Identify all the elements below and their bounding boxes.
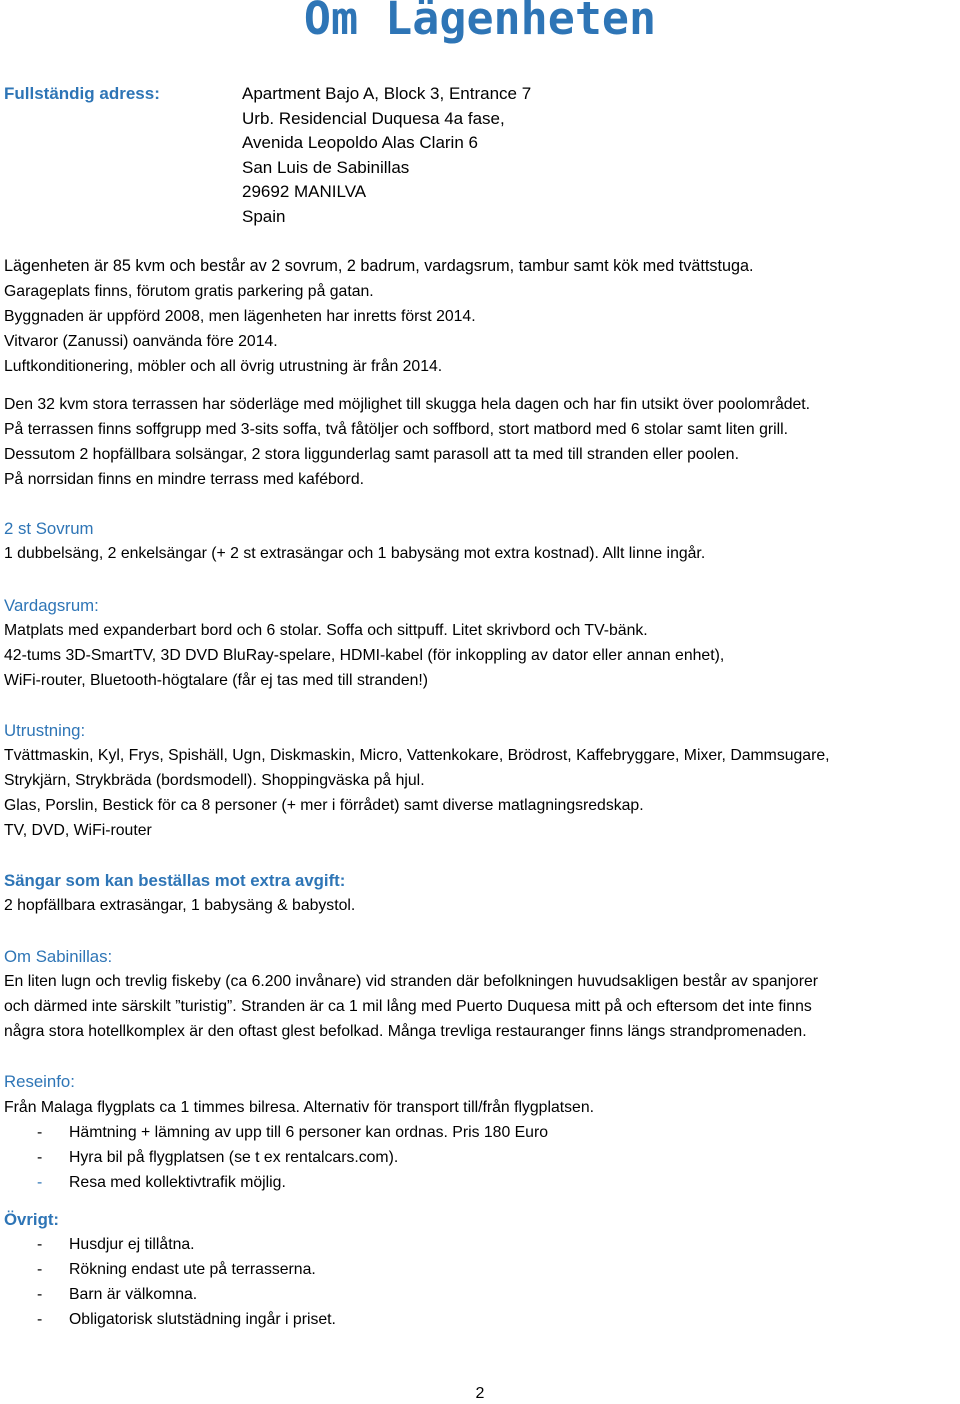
list-item-text: Husdjur ej tillåtna. [69, 1236, 195, 1253]
bedrooms-heading: 2 st Sovrum [4, 519, 94, 538]
equipment-paragraph [4, 743, 830, 843]
list-item-text: Barn är välkomna. [69, 1286, 198, 1303]
terrace-paragraph [4, 392, 810, 492]
dash-marker: - [37, 1261, 43, 1278]
address-line: San Luis de Sabinillas [242, 157, 410, 177]
page-title: Om Lägenheten [303, 0, 657, 45]
dash-marker: - [37, 1149, 43, 1166]
terrace-line: På terrassen finns soffgrupp med 3-sits soffa, två fåtöljer och soffbord, stort matbord med 6 stolar samt liten grill. [4, 421, 789, 438]
terrace-line: Dessutom 2 hopfällbara solsängar, 2 stora liggunderlag samt parasoll att ta med till stranden eller poolen. [4, 446, 739, 463]
intro-line: Byggnaden är uppförd 2008, men lägenheten har inretts först 2014. [4, 308, 476, 325]
equipment-line: Tvättmaskin, Kyl, Frys, Spishäll, Ugn, Diskmaskin, Micro, Vattenkokare, Brödrost, Kaffebryggare, Mixer, Dammsugare, [4, 747, 830, 764]
travel-intro: Från Malaga flygplats ca 1 timmes bilresa. Alternativ för transport till/från flygplatsen. [4, 1099, 594, 1116]
address-line: Urb. Residencial Duquesa 4a fase, [242, 108, 505, 128]
sabinillas-line: några stora hotellkomplex är den oftast glest befolkad. Många trevliga restauranger finns längs strandpromenaden. [4, 1023, 807, 1040]
dash-marker: - [37, 1174, 43, 1191]
dash-marker: - [37, 1311, 43, 1328]
equipment-line: Strykjärn, Strykbräda (bordsmodell). Shoppingväska på hjul. [4, 772, 425, 789]
list-item-text: Hyra bil på flygplatsen (se t ex rentalcars.com). [69, 1149, 399, 1166]
list-item [4, 1257, 336, 1282]
intro-line: Garageplats finns, förutom gratis parkering på gatan. [4, 283, 374, 300]
living-room-line: WiFi-router, Bluetooth-högtalare (får ej tas med till stranden!) [4, 672, 429, 689]
address-block [242, 82, 531, 230]
list-item [4, 1170, 594, 1195]
terrace-line: På norrsidan finns en mindre terrass med kafébord. [4, 471, 364, 488]
list-item [4, 1232, 336, 1257]
list-item [4, 1307, 336, 1332]
list-item-text: Hämtning + lämning av upp till 6 personer kan ordnas. Pris 180 Euro [69, 1124, 548, 1141]
extra-beds-line: 2 hopfällbara extrasängar, 1 babysäng & babystol. [4, 897, 356, 914]
living-room-heading: Vardagsrum: [4, 596, 99, 615]
dash-marker: - [37, 1124, 43, 1141]
list-item-text: Obligatorisk slutstädning ingår i priset. [69, 1311, 336, 1328]
address-label: Fullständig adress: [4, 84, 160, 103]
dash-marker: - [37, 1236, 43, 1253]
extra-beds-paragraph [4, 893, 355, 918]
address-line: Apartment Bajo A, Block 3, Entrance 7 [242, 84, 532, 103]
equipment-line: TV, DVD, WiFi-router [4, 822, 152, 839]
other-heading: Övrigt: [4, 1210, 60, 1229]
living-room-line: 42-tums 3D-SmartTV, 3D DVD BluRay-spelare, HDMI-kabel (för inkoppling av dator eller annan enhet), [4, 647, 725, 664]
address-line: Avenida Leopoldo Alas Clarin 6 [242, 133, 478, 153]
intro-line: Luftkonditionering, möbler och all övrig utrustning är från 2014. [4, 358, 443, 375]
address-line: Spain [242, 206, 286, 226]
intro-line: Vitvaror (Zanussi) oanvända före 2014. [4, 333, 278, 350]
equipment-heading: Utrustning: [4, 721, 86, 740]
travel-section [4, 1095, 594, 1195]
list-item-text: Rökning endast ute på terrasserna. [69, 1261, 316, 1278]
equipment-line: Glas, Porslin, Bestick för ca 8 personer (+ mer i förrådet) samt diverse matlagningsredskap. [4, 797, 644, 814]
dash-marker: - [37, 1286, 43, 1303]
living-room-line: Matplats med expanderbart bord och 6 stolar. Soffa och sittpuff. Litet skrivbord och TV-bänk. [4, 622, 648, 639]
terrace-line: Den 32 kvm stora terrassen har söderläge med möjlighet till skugga hela dagen och har fin utsikt över poolområdet. [4, 396, 811, 413]
sabinillas-paragraph [4, 969, 818, 1044]
bedrooms-line: 1 dubbelsäng, 2 enkelsängar (+ 2 st extrasängar och 1 babysäng mot extra kostnad). Allt linne ingår. [4, 545, 706, 562]
page-number: 2 [475, 1385, 485, 1402]
list-item [4, 1282, 336, 1307]
travel-heading: Reseinfo: [4, 1072, 75, 1091]
bedrooms-paragraph [4, 541, 705, 566]
intro-paragraph [4, 279, 476, 379]
sabinillas-heading: Om Sabinillas: [4, 947, 113, 966]
sabinillas-line: och därmed inte särskilt ”turistig”. Stranden är ca 1 mil lång med Puerto Duquesa mitt på och eftersom det inte finns [4, 998, 812, 1015]
other-section [4, 1232, 336, 1332]
living-room-paragraph [4, 618, 724, 693]
intro-first-line: Lägenheten är 85 kvm och består av 2 sovrum, 2 badrum, vardagsrum, tambur samt kök med tvättstuga. [4, 257, 754, 275]
list-item-text: Resa med kollektivtrafik möjlig. [69, 1174, 286, 1191]
extra-beds-heading: Sängar som kan beställas mot extra avgift: [4, 871, 346, 890]
list-item [4, 1145, 594, 1170]
address-line: 29692 MANILVA [242, 182, 367, 202]
list-item [4, 1120, 594, 1145]
sabinillas-line: En liten lugn och trevlig fiskeby (ca 6.200 invånare) vid stranden där befolkningen huvudsakligen består av spanjorer [4, 973, 819, 990]
